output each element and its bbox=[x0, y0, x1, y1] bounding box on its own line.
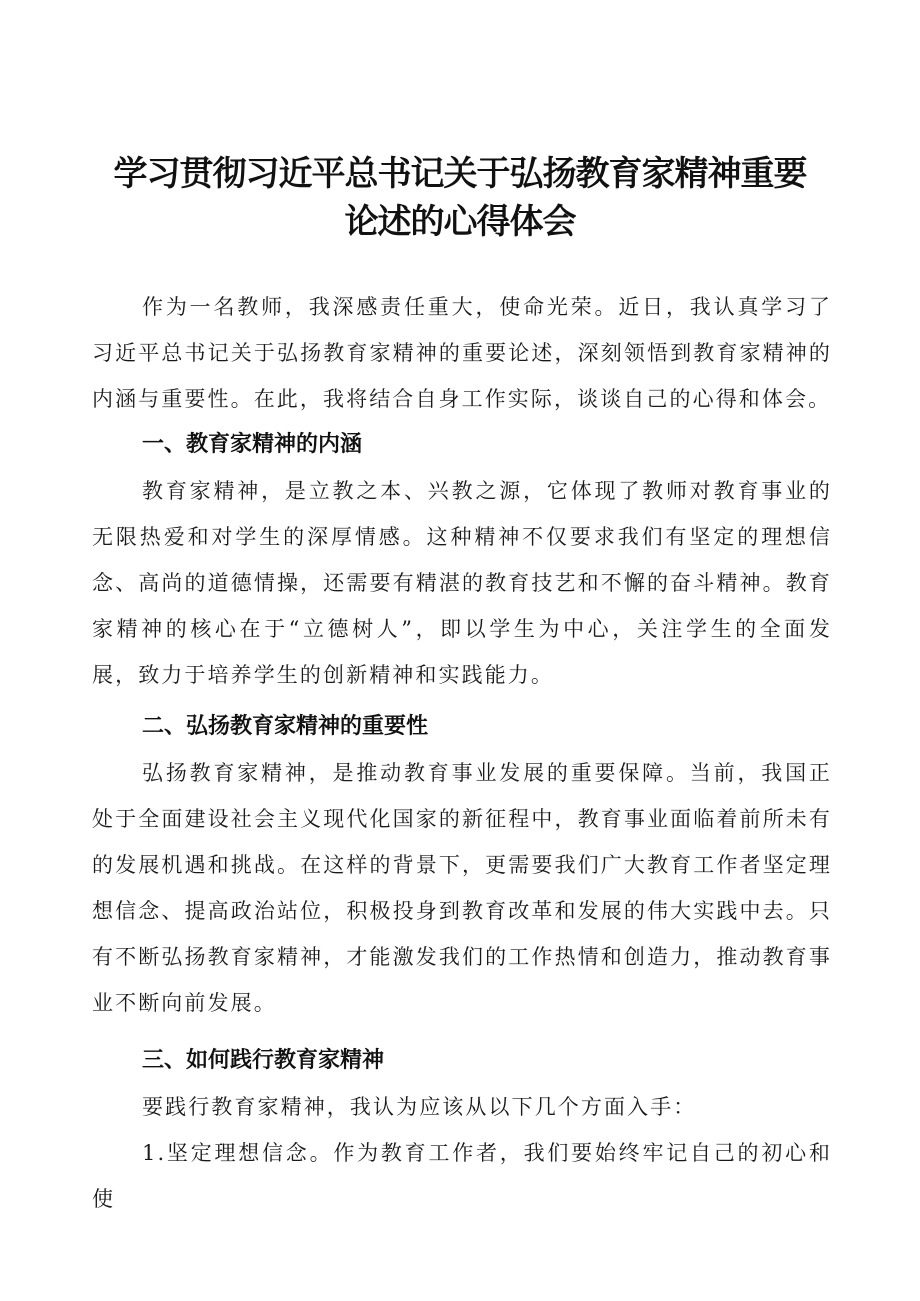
document-body bbox=[92, 284, 832, 1222]
section-3-paragraph-1: 要践行教育家精神，我认为应该从以下几个方面入手： bbox=[142, 1095, 697, 1119]
intro-paragraph: 作为一名教师，我深感责任重大，使命光荣。近日，我认真学习了习近平总书记关于弘扬教育家精神的重要论述，深刻领悟到教育家精神的内涵与重要性。在此，我将结合自身工作实际，谈谈自己的心得和体会。 bbox=[92, 295, 832, 411]
section-3-paragraph-2: 1.坚定理想信念。作为教育工作者，我们要始终牢记自己的初心和使 bbox=[92, 1141, 832, 1211]
section-2-heading: 二、弘扬教育家精神的重要性 bbox=[142, 714, 429, 739]
document-title-line-2: 论述的心得体会 bbox=[344, 202, 576, 242]
section-3-heading: 三、如何践行教育家精神 bbox=[142, 1048, 385, 1073]
section-1-heading: 一、教育家精神的内涵 bbox=[142, 432, 363, 457]
section-2-paragraph: 弘扬教育家精神，是推动教育事业发展的重要保障。当前，我国正处于全面建设社会主义现代化国家的新征程中，教育事业面临着前所未有的发展机遇和挑战。在这样的背景下，更需要我们广大教育工作者坚定理想信念、提高政治站位，积极投身到教育改革和发展的伟大实践中去。只有不断弘扬教育家精神，才能激发我们的工作热情和创造力，推动教育事业不断向前发展。 bbox=[92, 761, 832, 1015]
document-title-line-1: 学习贯彻习近平总书记关于弘扬教育家精神重要 bbox=[113, 154, 807, 194]
section-1-paragraph: 教育家精神，是立教之本、兴教之源，它体现了教师对教育事业的无限热爱和对学生的深厚情感。这种精神不仅要求我们有坚定的理想信念、高尚的道德情操，还需要有精湛的教育技艺和不懈的奋斗精神。教育家精神的核心在于“立德树人”，即以学生为中心，关注学生的全面发展，致力于培养学生的创新精神和实践能力。 bbox=[92, 479, 832, 687]
